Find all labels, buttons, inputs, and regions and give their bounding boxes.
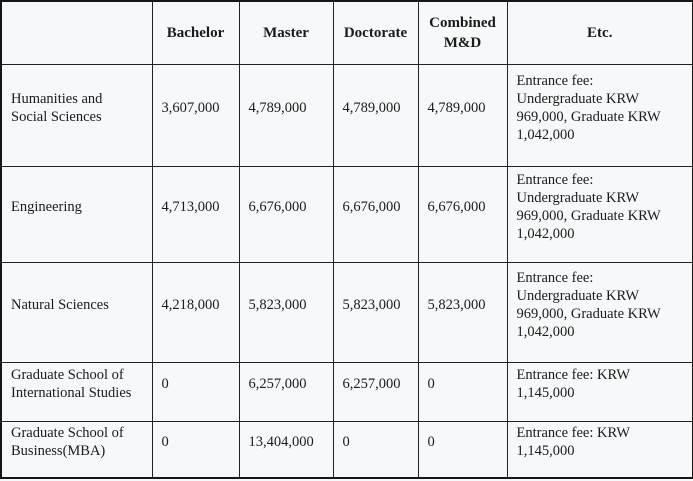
combined-md-fee-cell: 0 — [418, 421, 507, 478]
row-label: Humanities and Social Sciences — [1, 64, 152, 166]
bachelor-fee-cell: 0 — [152, 421, 239, 478]
bachelor-fee-cell: 4,713,000 — [152, 166, 239, 262]
bachelor-fee-cell: 0 — [152, 362, 239, 421]
bachelor-fee-cell: 4,218,000 — [152, 262, 239, 362]
row-label: Natural Sciences — [1, 262, 152, 362]
etc-note-cell: Entrance fee: Undergraduate KRW 969,000, Graduate KRW 1,042,000 — [507, 64, 693, 166]
table-row — [1, 64, 693, 166]
row-label: Graduate School of International Studies — [1, 362, 152, 421]
table-row — [1, 362, 693, 421]
table-row — [1, 262, 693, 362]
combined-md-fee-cell: 4,789,000 — [418, 64, 507, 166]
doctorate-fee-cell: 5,823,000 — [333, 262, 418, 362]
combined-md-fee-cell: 0 — [418, 362, 507, 421]
etc-note-cell: Entrance fee: Undergraduate KRW 969,000, Graduate KRW 1,042,000 — [507, 166, 693, 262]
table-row — [1, 166, 693, 262]
doctorate-fee-cell: 4,789,000 — [333, 64, 418, 166]
header-blank — [1, 1, 152, 64]
header-etc: Etc. — [507, 1, 693, 64]
row-label: Engineering — [1, 166, 152, 262]
etc-note-cell: Entrance fee: Undergraduate KRW 969,000, Graduate KRW 1,042,000 — [507, 262, 693, 362]
master-fee-cell: 6,676,000 — [239, 166, 333, 262]
header-row — [1, 1, 693, 64]
header-master: Master — [239, 1, 333, 64]
header-doctorate: Doctorate — [333, 1, 418, 64]
doctorate-fee-cell: 6,257,000 — [333, 362, 418, 421]
combined-md-fee-cell: 6,676,000 — [418, 166, 507, 262]
master-fee-cell: 5,823,000 — [239, 262, 333, 362]
master-fee-cell: 4,789,000 — [239, 64, 333, 166]
doctorate-fee-cell: 0 — [333, 421, 418, 478]
doctorate-fee-cell: 6,676,000 — [333, 166, 418, 262]
master-fee-cell: 6,257,000 — [239, 362, 333, 421]
row-label: Graduate School of Business(MBA) — [1, 421, 152, 478]
bachelor-fee-cell: 3,607,000 — [152, 64, 239, 166]
header-combined-md: Combined M&D — [418, 1, 507, 64]
header-bachelor: Bachelor — [152, 1, 239, 64]
etc-note-cell: Entrance fee: KRW 1,145,000 — [507, 421, 693, 478]
master-fee-cell: 13,404,000 — [239, 421, 333, 478]
table-row — [1, 421, 693, 478]
combined-md-fee-cell: 5,823,000 — [418, 262, 507, 362]
etc-note-cell: Entrance fee: KRW 1,145,000 — [507, 362, 693, 421]
